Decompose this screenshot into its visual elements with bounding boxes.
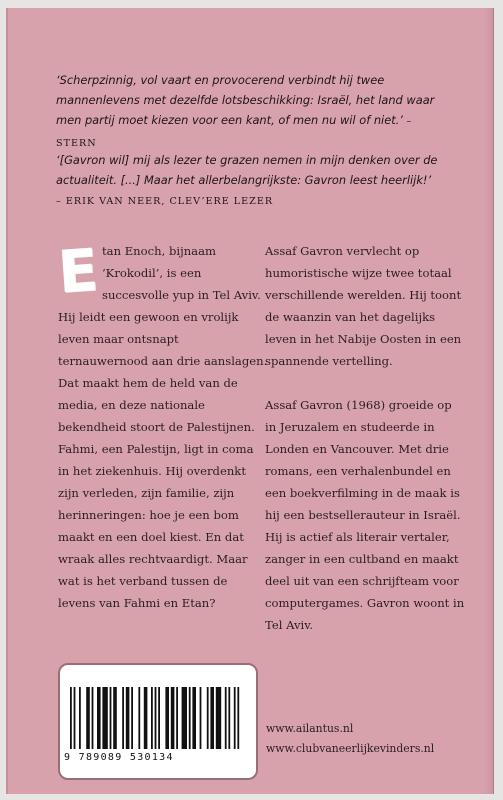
review-quote-clevere-lezer — [56, 150, 456, 212]
isbn-barcode — [58, 663, 258, 780]
barcode-bar — [138, 687, 140, 749]
barcode-bar — [97, 687, 101, 749]
synopsis-text: tan Enoch, bijnaam ‘Krokodil’, is een succesvolle yup in Tel Aviv. Hij leidt een gewoon en vrolijk leven maar ontsnapt ternauwernood aan drie aanslagen. Dat maakt hem de held van de media, en deze nationale bekendheid stoort de Palestijnen. Fahmi, een Palestijn, ligt in coma in het ziekenhuis. Hij overdenkt zijn verleden, zijn familie, zijn herinneringen: hoe je een bom maakt en een doel kiest. En dat wraak alles rechtvaardigt. Maar wat is het verband tussen de levens van Fahmi en Etan? — [58, 244, 268, 610]
website-link-ailantus[interactable]: www.ailantus.nl — [266, 722, 354, 735]
drop-cap: E — [55, 235, 101, 307]
barcode-bar — [192, 687, 196, 749]
barcode-bar — [122, 687, 124, 749]
barcode-bar — [158, 687, 160, 749]
barcode-bar — [155, 687, 157, 749]
quote-attribution: – STERN — [56, 116, 413, 149]
barcode-bar — [74, 687, 76, 749]
isbn-number: 9 789089 530134 — [64, 752, 174, 763]
barcode-bar — [131, 687, 133, 749]
barcode-bar — [225, 687, 227, 749]
barcode-bar — [113, 687, 117, 749]
author-column — [265, 240, 465, 636]
review-quote-stern — [56, 70, 456, 154]
page-edge — [484, 8, 494, 794]
website-link-club[interactable]: www.clubvaneerlijkevinders.nl — [266, 742, 435, 755]
barcode-bar — [207, 687, 209, 749]
author-bio-paragraph: Assaf Gavron (1968) groeide op in Jeruzalem en studeerde in Londen en Vancouver. Met drie romans, een verhalenbundel en een boekverfilming in de maak is hij een bestsellerauteur in Israël. Hij is actief als literair vertaler, zanger in een cultband en maakt deel uit van een schrijfteam voor computergames. Gavron woont in Tel Aviv. — [265, 398, 465, 632]
barcode-bar — [228, 687, 230, 749]
quote-text: ‘Scherpzinnig, vol vaart en provocerend verbindt hij twee mannenlevens met dezelfde lotsbeschikking: Israël, het land waar men partij moet kiezen voor een kant, of men nu wil of niet.’ — [56, 73, 435, 127]
barcode-bar — [102, 687, 107, 749]
synopsis-paragraph — [55, 235, 268, 614]
barcode-bar — [234, 687, 236, 749]
barcode-bar — [176, 687, 178, 749]
barcode-bar — [210, 687, 214, 749]
barcode-bar — [216, 687, 221, 749]
barcode-bar — [86, 687, 90, 749]
blurb-paragraph: Assaf Gavron vervlecht op humoristische wijze twee totaal verschillende werelden. Hij toont de waanzin van het dagelijks leven in het Nabije Oosten in een spannende vertelling. — [265, 244, 462, 368]
barcode-bar — [110, 687, 112, 749]
barcode-bar — [126, 687, 130, 749]
quote-text: ‘[Gavron wil] mij als lezer te grazen nemen in mijn denken over de actualiteit. [...] Maar het allerbelangrijkste: Gavron leest heerlijk!’ — [56, 153, 438, 187]
synopsis-column — [55, 235, 268, 614]
barcode-bar — [182, 687, 187, 749]
barcode-bar — [237, 687, 239, 749]
barcode-bars — [70, 687, 246, 749]
barcode-bar — [189, 687, 191, 749]
barcode-bar — [200, 687, 202, 749]
barcode-bar — [171, 687, 175, 749]
quote-attribution: – ERIK VAN NEER, CLEV’ERE LEZER — [56, 196, 274, 207]
barcode-bar — [165, 687, 169, 749]
barcode-bar — [151, 687, 153, 749]
barcode-bar — [144, 687, 148, 749]
barcode-bar — [92, 687, 94, 749]
barcode-bar — [79, 687, 81, 749]
barcode-bar — [70, 687, 72, 749]
